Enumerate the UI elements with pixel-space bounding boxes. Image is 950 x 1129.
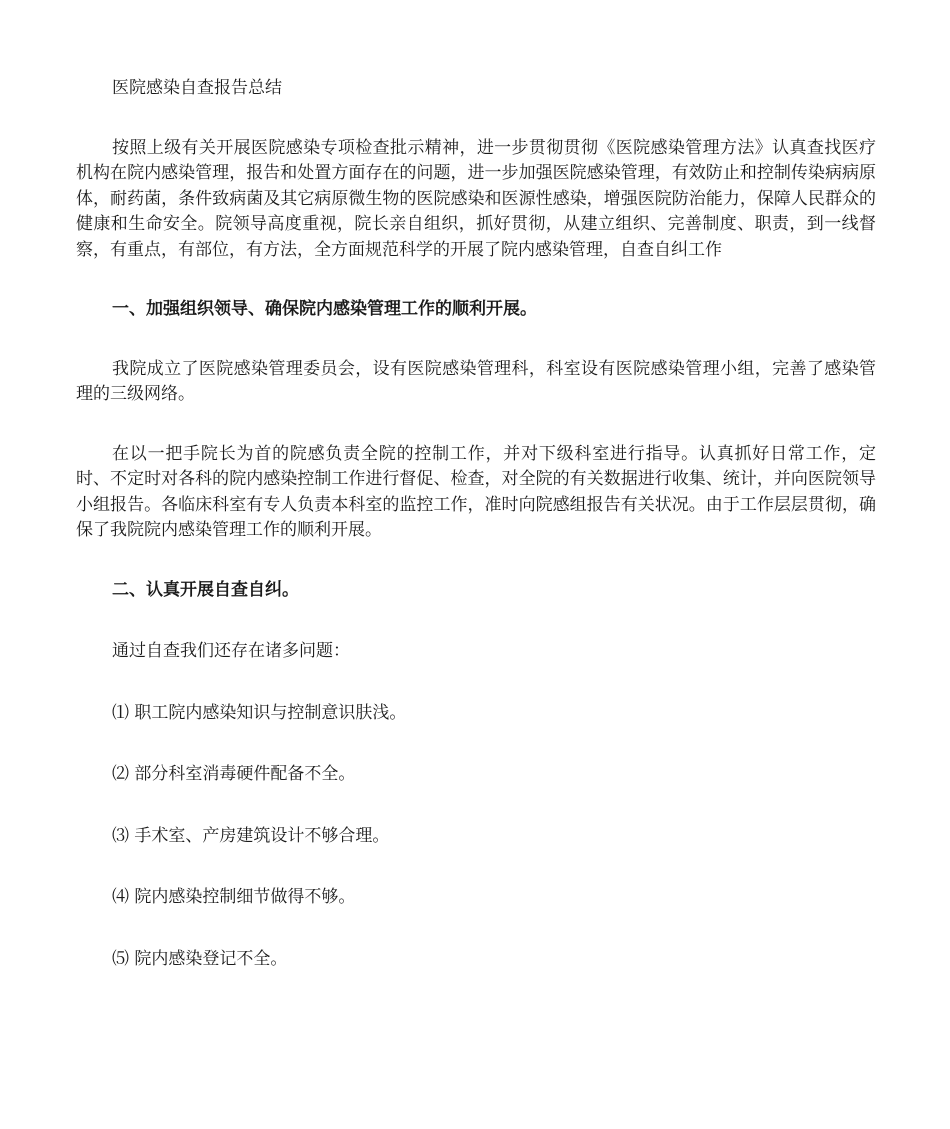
document-page — [76, 76, 876, 972]
section-2-heading: 二、认真开展自查自纠。 — [112, 579, 299, 600]
issue-item-1: ⑴ 职工院内感染知识与控制意识肤浅。 — [112, 702, 407, 723]
issue-item-5: ⑸ 院内感染登记不全。 — [112, 948, 288, 969]
issue-item-3: ⑶ 手术室、产房建筑设计不够合理。 — [112, 825, 390, 846]
document-title: 医院感染自查报告总结 — [112, 78, 282, 98]
section-1-paragraph-2: 在以一把手院长为首的院感负责全院的控制工作，并对下级科室进行指导。认真抓好日常工作，定时、不定时对各科的院内感染控制工作进行督促、检查，对全院的有关数据进行收集、统计，并向医院领导小组报告。各临床科室有专人负责本科室的监控工作，准时向院感组报告有关状况。由于工作层层贯彻，确保了我院院内感染管理工作的顺利开展。 — [76, 443, 876, 540]
issue-item-4: ⑷ 院内感染控制细节做得不够。 — [112, 887, 356, 907]
section-2-lead: 通过自查我们还存在诸多问题： — [112, 641, 350, 661]
section-1-heading: 一、加强组织领导、确保院内感染管理工作的顺利开展。 — [112, 299, 537, 319]
issue-item-2: ⑵ 部分科室消毒硬件配备不全。 — [112, 764, 356, 784]
intro-paragraph: 按照上级有关开展医院感染专项检查批示精神，进一步贯彻贯彻《医院感染管理方法》认真查找医疗机构在院内感染管理，报告和处置方面存在的问题，进一步加强医院感染管理，有效防止和控制传染病病原体，耐药菌，条件致病菌及其它病原微生物的医院感染和医源性感染，增强医院防治能力，保障人民群众的健康和生命安全。院领导高度重视，院长亲自组织，抓好贯彻，从建立组织、完善制度、职责，到一线督察，有重点，有部位，有方法，全方面规范科学的开展了院内感染管理，自查自纠工作 — [76, 137, 876, 260]
section-1-paragraph-1: 我院成立了医院感染管理委员会，设有医院感染管理科，科室设有医院感染管理小组，完善了感染管理的三级网络。 — [76, 358, 876, 404]
